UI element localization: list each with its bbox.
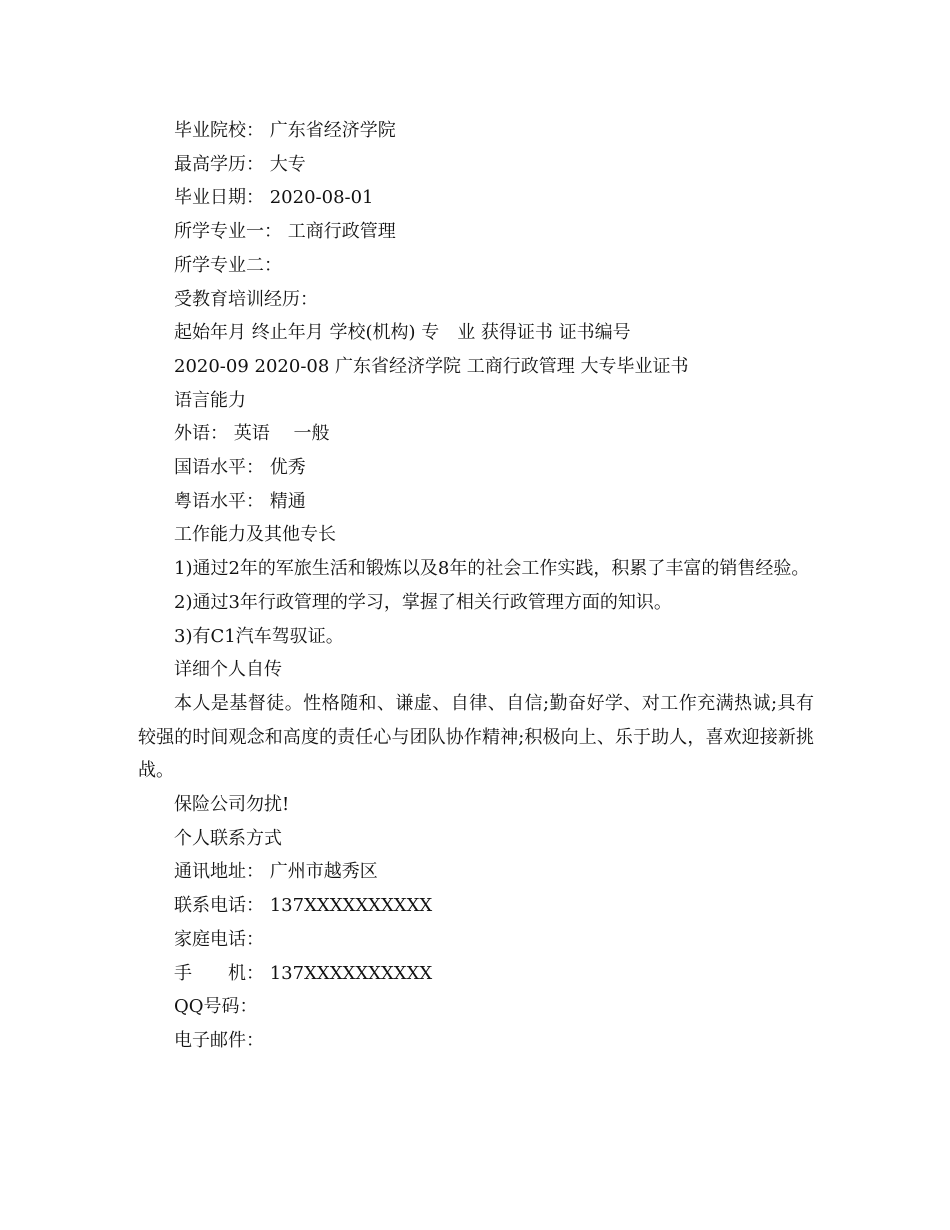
education-table-header: 起始年月 终止年月 学校(机构) 专 业 获得证书 证书编号 <box>174 322 631 344</box>
language-ability-heading: 语言能力 <box>174 389 246 411</box>
graduated-school: 毕业院校： 广东省经济学院 <box>174 120 396 141</box>
graduation-date: 毕业日期： 2020-08-01 <box>174 187 374 209</box>
education-table-row: 2020-09 2020-08 广东省经济学院 工商行政管理 大专毕业证书 <box>174 355 689 377</box>
bio-heading: 详细个人自传 <box>174 659 282 681</box>
major-one: 所学专业一： 工商行政管理 <box>174 221 396 243</box>
education-history-heading: 受教育培训经历： <box>174 288 318 310</box>
contact-heading: 个人联系方式 <box>174 827 282 849</box>
major-two: 所学专业二： <box>174 254 282 276</box>
bio-text: 本人是基督徒。性格随和、谦虚、自律、自信;勤奋好学、对工作充满热诚;具有较强的时间观念和高度的责任心与团队协作精神;积极向上、乐于助人，喜欢迎接新挑战。 <box>138 692 814 782</box>
ability-item-2: 2)通过3年行政管理的学习，掌握了相关行政管理方面的知识。 <box>174 591 672 613</box>
cantonese-level: 粤语水平： 精通 <box>174 490 306 512</box>
contact-mobile: 手 机： 137XXXXXXXXXX <box>174 962 433 984</box>
highest-education: 最高学历： 大专 <box>174 153 306 175</box>
mandarin-level: 国语水平： 优秀 <box>174 457 306 479</box>
contact-qq: QQ号码： <box>174 996 258 1018</box>
notice-text: 保险公司勿扰! <box>174 794 290 816</box>
contact-home-phone: 家庭电话： <box>174 928 264 950</box>
work-ability-heading: 工作能力及其他专长 <box>174 524 336 546</box>
contact-email: 电子邮件： <box>174 1029 264 1051</box>
ability-item-1: 1)通过2年的军旅生活和锻炼以及8年的社会工作实践，积累了丰富的销售经验。 <box>174 558 810 580</box>
foreign-language: 外语： 英语 一般 <box>174 423 330 445</box>
ability-item-3: 3)有C1汽车驾驭证。 <box>174 625 344 647</box>
contact-address: 通讯地址： 广州市越秀区 <box>174 861 378 883</box>
contact-phone: 联系电话： 137XXXXXXXXXX <box>174 895 433 917</box>
resume-body <box>138 114 814 1058</box>
